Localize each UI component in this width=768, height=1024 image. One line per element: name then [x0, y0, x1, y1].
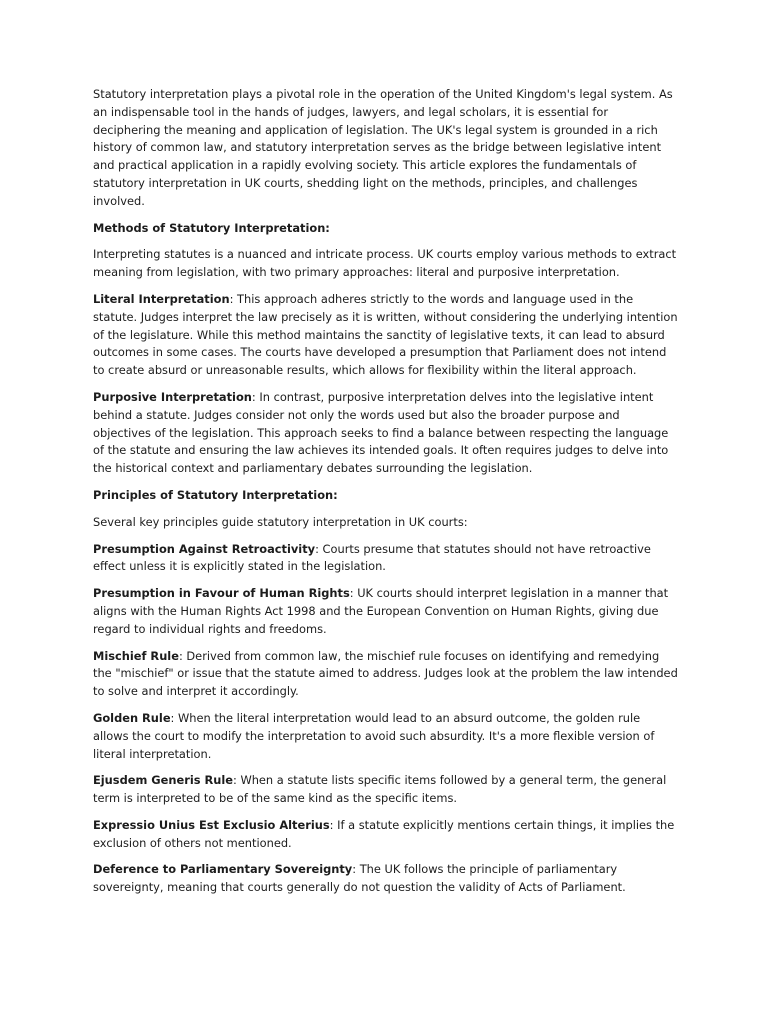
principle-text: : UK courts should interpret legislation in a manner that aligns with the Human Rights Act 1998 and the European Convention on Human Rights, giving due regard to individual rights and freedoms. [93, 586, 669, 636]
document-page [93, 86, 678, 906]
principle-text: : Courts presume that statutes should not have retroactive effect unless it is explicitly stated in the legislation. [93, 541, 651, 574]
principle-term: Deference to Parliamentary Sovereignty [93, 862, 353, 877]
principle-text: : Derived from common law, the mischief rule focuses on identifying and remedying the "mischief" or issue that the statute aimed to address. Judges look at the problem the law intended to solve and interpret it accordingly. [93, 648, 678, 699]
principle-sovereignty-paragraph [93, 861, 678, 897]
principles-heading: Principles of Statutory Interpretation: [93, 487, 338, 502]
methods-intro-paragraph: Interpreting statutes is a nuanced and intricate process. UK courts employ various methods to extract meaning from legislation, with two primary approaches: literal and purposive interpretation. [93, 247, 677, 280]
principle-mischief-rule-paragraph [93, 648, 678, 701]
principle-term: Presumption in Favour of Human Rights [93, 586, 350, 601]
principle-text: : When a statute lists specific items followed by a general term, the general term is interpreted to be of the same kind as the specific items. [93, 773, 667, 806]
principle-term: Expressio Unius Est Exclusio Alterius [93, 817, 330, 832]
principle-term: Ejusdem Generis Rule [93, 773, 233, 788]
principle-text: : If a statute explicitly mentions certain things, it implies the exclusion of others not mentioned. [93, 817, 675, 850]
method-term: Purposive Interpretation [93, 389, 252, 404]
intro-paragraph: Statutory interpretation plays a pivotal role in the operation of the United Kingdom's legal system. As an indispensable tool in the hands of judges, lawyers, and legal scholars, it is essential for deciphering the meaning and application of legislation. The UK's legal system is grounded in a rich history of common law, and statutory interpretation serves as the bridge between legislative intent and practical application in a rapidly evolving society. This article explores the fundamentals of statutory interpretation in UK courts, shedding light on the methods, principles, and challenges involved. [93, 87, 673, 208]
method-text: : In contrast, purposive interpretation delves into the legislative intent behind a statute. Judges consider not only the words used but also the broader purpose and objectives of the legislation. This approach seeks to find a balance between respecting the language of the statute and ensuring the law achieves its intended goals. It often requires judges to delve into the historical context and parliamentary debates surrounding the legislation. [93, 389, 669, 476]
principle-ejusdem-generis-paragraph [93, 772, 678, 808]
principle-retroactivity-paragraph [93, 541, 678, 577]
methods-heading: Methods of Statutory Interpretation: [93, 220, 330, 235]
principle-term: Presumption Against Retroactivity [93, 541, 316, 556]
principles-intro-paragraph: Several key principles guide statutory interpretation in UK courts: [93, 514, 468, 529]
principle-term: Mischief Rule [93, 648, 179, 663]
principle-text: : The UK follows the principle of parliamentary sovereignty, meaning that courts generally do not question the validity of Acts of Parliament. [93, 862, 626, 895]
principle-expressio-unius-paragraph [93, 817, 678, 853]
method-purposive-paragraph [93, 389, 678, 478]
method-literal-paragraph [93, 291, 678, 380]
principle-golden-rule-paragraph [93, 710, 678, 763]
principle-human-rights-paragraph [93, 585, 678, 638]
method-term: Literal Interpretation [93, 291, 230, 306]
principle-text: : When the literal interpretation would lead to an absurd outcome, the golden rule allows the court to modify the interpretation to avoid such absurdity. It's a more flexible version of literal interpretation. [93, 710, 655, 761]
method-text: : This approach adheres strictly to the words and language used in the statute. Judges interpret the law precisely as it is written, without considering the underlying intention of the legislature. While this method maintains the sanctity of legislative texts, it can lead to absurd outcomes in some cases. The courts have developed a presumption that Parliament does not intend to create absurd or unreasonable results, which allows for flexibility within the literal approach. [93, 291, 678, 378]
principle-term: Golden Rule [93, 710, 171, 725]
